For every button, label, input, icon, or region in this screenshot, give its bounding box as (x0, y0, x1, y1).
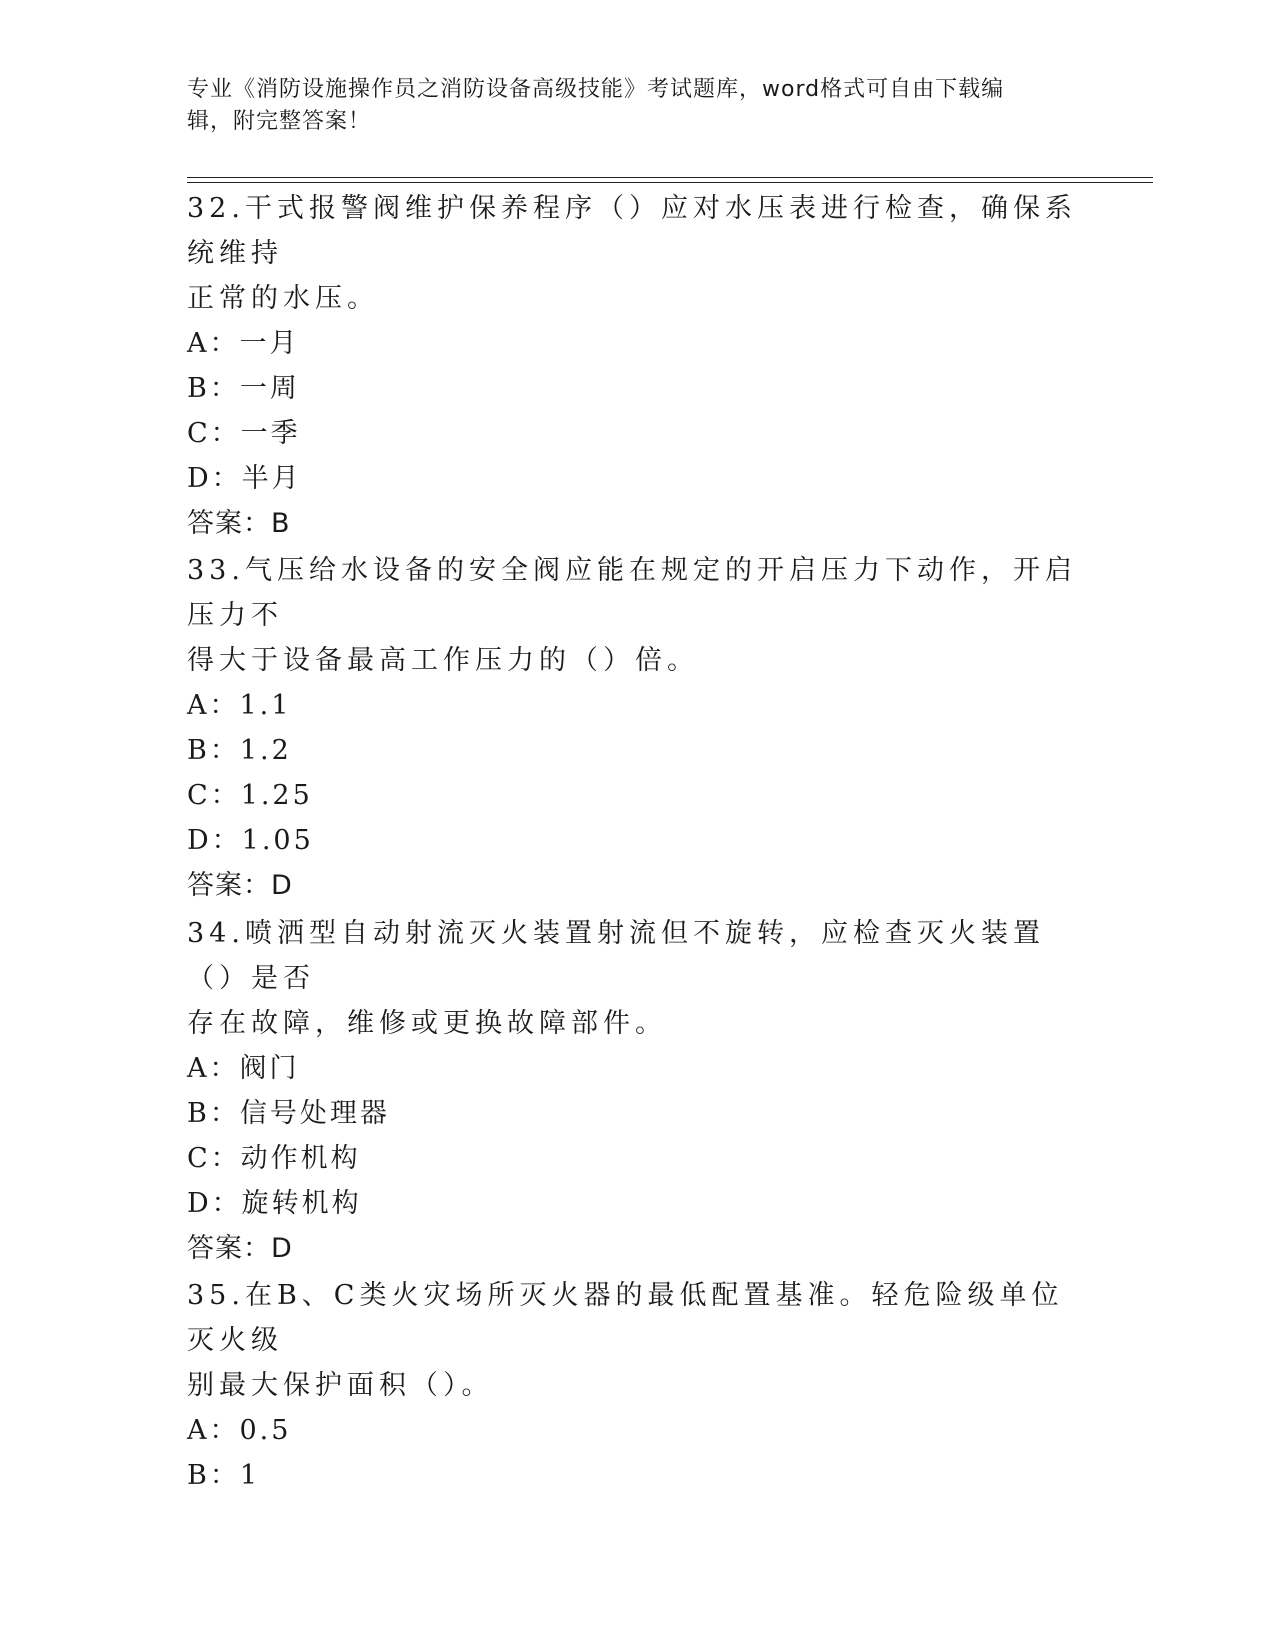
document-header (187, 74, 1067, 138)
option-b: B：1.2 (187, 735, 292, 766)
question-stem-line-1: 32.干式报警阀维护保养程序（）应对水压表进行检查，确保系统维持 (187, 193, 1077, 269)
question-stem-line-2: 别最大保护面积（）。 (187, 1370, 494, 1401)
option-d: D：1.05 (187, 825, 314, 856)
option-c: C：一季 (187, 418, 301, 449)
option-a: A：阀门 (187, 1053, 300, 1084)
option-a: A：0.5 (187, 1415, 292, 1446)
option-d: D：旋转机构 (187, 1188, 362, 1219)
question-stem-line-1: 33.气压给水设备的安全阀应能在规定的开启压力下动作，开启压力不 (187, 555, 1077, 631)
question-32 (187, 186, 1087, 546)
question-stem-line-2: 正常的水压。 (187, 283, 379, 314)
question-35 (187, 1273, 1087, 1498)
question-stem-line-1: 35.在B、C类火灾场所灭火器的最低配置基准。轻危险级单位灭火级 (187, 1280, 1064, 1356)
option-b: B：一周 (187, 373, 300, 404)
question-stem-line-2: 得大于设备最高工作压力的（）倍。 (187, 645, 699, 676)
header-divider-bottom (187, 182, 1153, 183)
question-stem-line-2: 存在故障，维修或更换故障部件。 (187, 1008, 667, 1039)
question-stem-line-1: 34.喷洒型自动射流灭火装置射流但不旋转，应检查灭火装置（）是否 (187, 918, 1045, 994)
option-b: B：1 (187, 1460, 261, 1491)
header-divider-top (187, 177, 1153, 178)
option-a: A：一月 (187, 328, 300, 359)
option-d: D：半月 (187, 463, 302, 494)
question-34 (187, 911, 1087, 1271)
answer: 答案：B (187, 508, 291, 539)
header-line-2: 辑，附完整答案！ (187, 109, 372, 134)
answer: 答案：D (187, 1233, 293, 1264)
question-33 (187, 548, 1087, 908)
option-b: B：信号处理器 (187, 1098, 390, 1129)
header-line-1: 专业《消防设施操作员之消防设备高级技能》考试题库，word格式可自由下载编 (187, 77, 1005, 102)
option-a: A：1.1 (187, 690, 292, 721)
option-c: C：动作机构 (187, 1143, 361, 1174)
answer: 答案：D (187, 870, 293, 901)
option-c: C：1.25 (187, 780, 313, 811)
